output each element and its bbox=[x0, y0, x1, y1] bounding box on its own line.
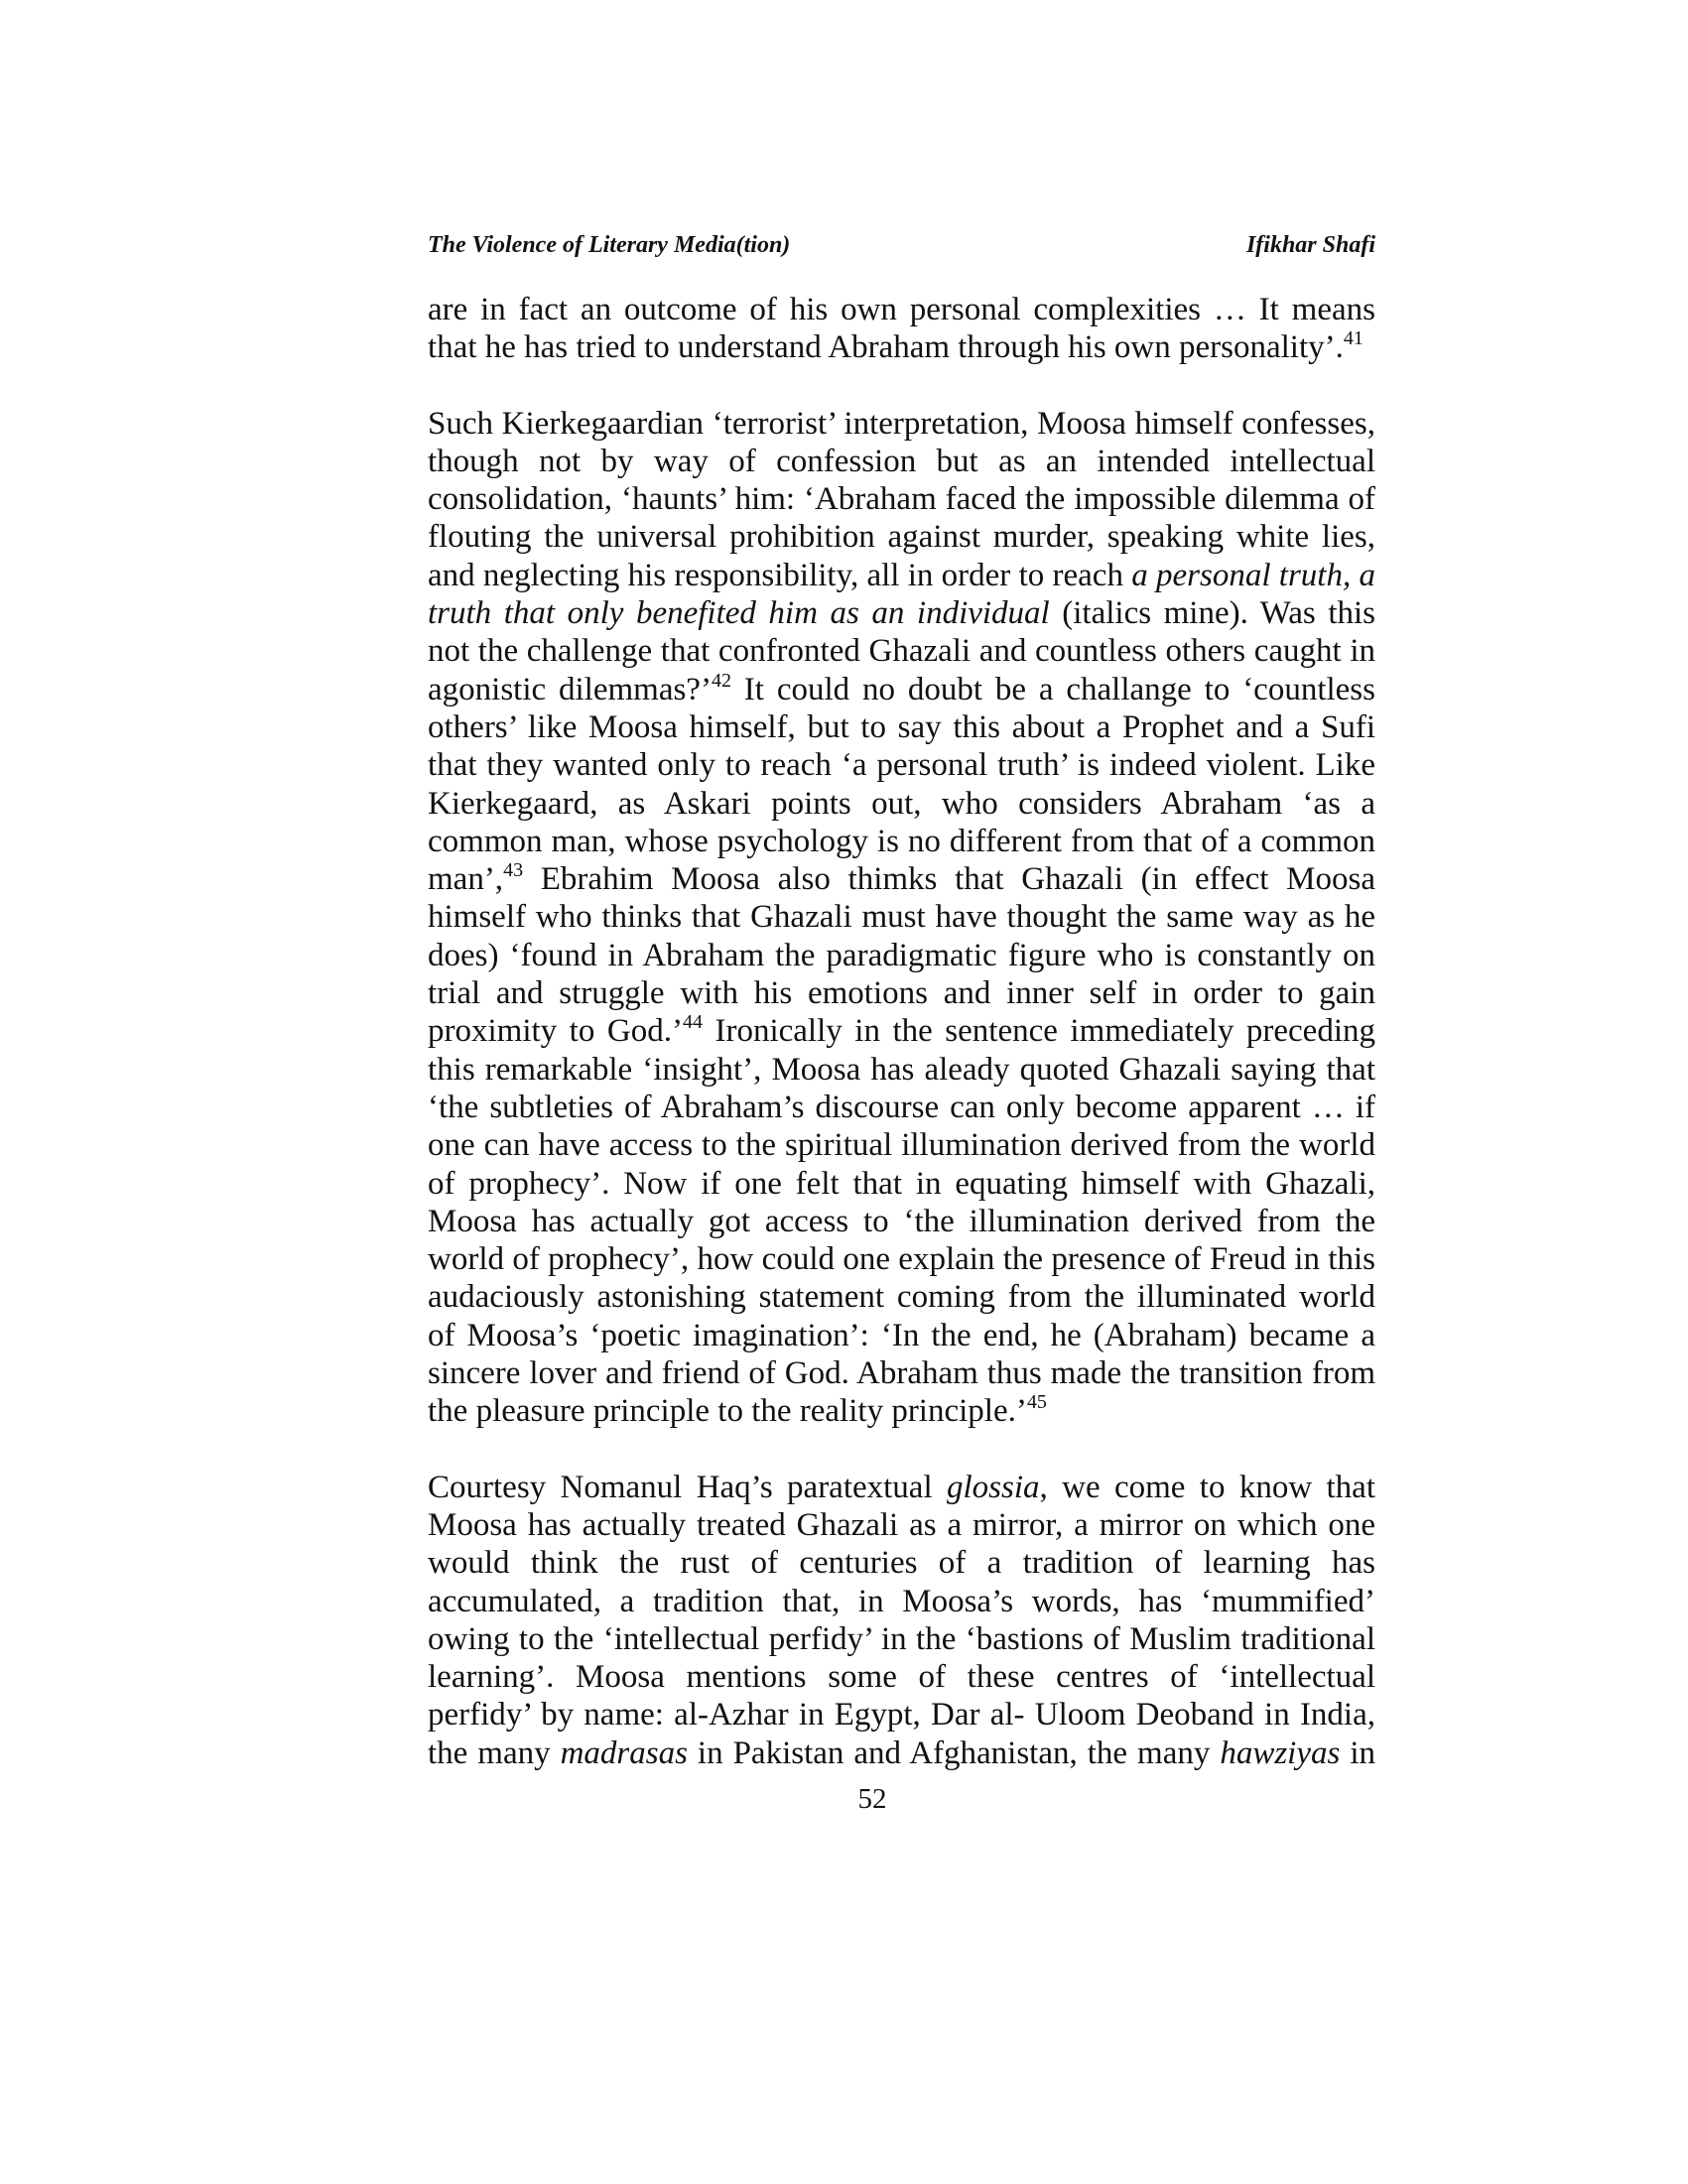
text-run: in bbox=[1340, 1734, 1375, 1771]
footnote-ref: 43 bbox=[503, 859, 524, 882]
paragraph bbox=[428, 1469, 1375, 1772]
footnote-ref: 44 bbox=[682, 1011, 703, 1034]
italic-run: hawziyas bbox=[1220, 1734, 1341, 1771]
paragraph bbox=[428, 291, 1375, 367]
footnote-ref: 42 bbox=[711, 669, 731, 692]
header-author: Ifikhar Shafi bbox=[1245, 232, 1375, 258]
header-title: The Violence of Literary Media(tion) bbox=[428, 232, 791, 258]
text-run: (italics mine). Was this not the challenge that confronted Ghazali and countless others caught in agonistic dilemmas?’ bbox=[428, 595, 1375, 707]
page-number: 52 bbox=[857, 1783, 887, 1815]
text-run: Ironically in the sentence immediately preceding this remarkable ‘insight’, Moosa has aleady quoted Ghazali saying that ‘the subtleties of Abraham’s discourse can only become apparent … if one can have access to the spiritual illumination derived from the world of prophecy’. Now if one felt that in equating himself with Ghazali, Moosa has actually got access to ‘the illumination derived from the world of prophecy’, how could one explain the presence of Freud in this audaciously astonishing statement coming from the illuminated world of Moosa’s ‘poetic imagination’: ‘In the end, he (Abraham) became a sincere lover and friend of God. Abraham thus made the transition from the pleasure principle to the reality principle.’ bbox=[428, 1013, 1375, 1430]
paragraph bbox=[428, 405, 1375, 1431]
italic-run: a personal truth, a truth that only benefited him as an individual bbox=[428, 557, 1375, 632]
text-run: Courtesy Nomanul Haq’s paratextual bbox=[428, 1469, 947, 1505]
text-run: in Pakistan and Afghanistan, the many bbox=[687, 1734, 1221, 1771]
footnote-ref: 45 bbox=[1026, 1391, 1047, 1414]
text-run: It could no doubt be a challange to ‘countless others’ like Moosa himself, but to say this about a Prophet and a Sufi that they wanted only to reach ‘a personal truth’ is indeed violent. Like Kierkegaard, as Askari points out, who considers Abraham ‘as a common man, whose psychology is no different from that of a common man’, bbox=[428, 671, 1375, 898]
italic-run: glossia bbox=[946, 1469, 1040, 1505]
text-run: are in fact an outcome of his own personal complexities … It means that he has tried to understand Abraham through his own personality’. bbox=[428, 292, 1375, 366]
italic-run: madrasas bbox=[560, 1734, 688, 1771]
text-run: , we come to know that Moosa has actually treated Ghazali as a mirror, a mirror on which one would think the rust of centuries of a tradition of learning has accumulated, a tradition that, in Moosa’s words, has ‘mummified’ owing to the ‘intellectual perfidy’ in the ‘bastions of Muslim traditional learning’. Moosa mentions some of these centres of ‘intellectual perfidy’ by name: al-Azhar in Egypt, Dar al- Uloom Deoband in India, the many bbox=[428, 1469, 1375, 1771]
text-run: Such Kierkegaardian ‘terrorist’ interpretation, Moosa himself confesses, though not by way of confession but as an intended intellectual consolidation, ‘haunts’ him: ‘Abraham faced the impossible dilemma of flouting the universal prohibition against murder, speaking white lies, and neglecting his responsibility, all in order to reach bbox=[428, 405, 1375, 593]
running-header bbox=[428, 228, 1375, 262]
body-text bbox=[428, 291, 1375, 1772]
footnote-ref: 41 bbox=[1343, 327, 1363, 350]
text-run: Ebrahim Moosa also thimks that Ghazali (in effect Moosa himself who thinks that Ghazali must have thought the same way as he does) ‘found in Abraham the paradigmatic figure who is constantly on trial and struggle with his emotions and inner self in order to gain proximity to God.’ bbox=[428, 861, 1375, 1050]
